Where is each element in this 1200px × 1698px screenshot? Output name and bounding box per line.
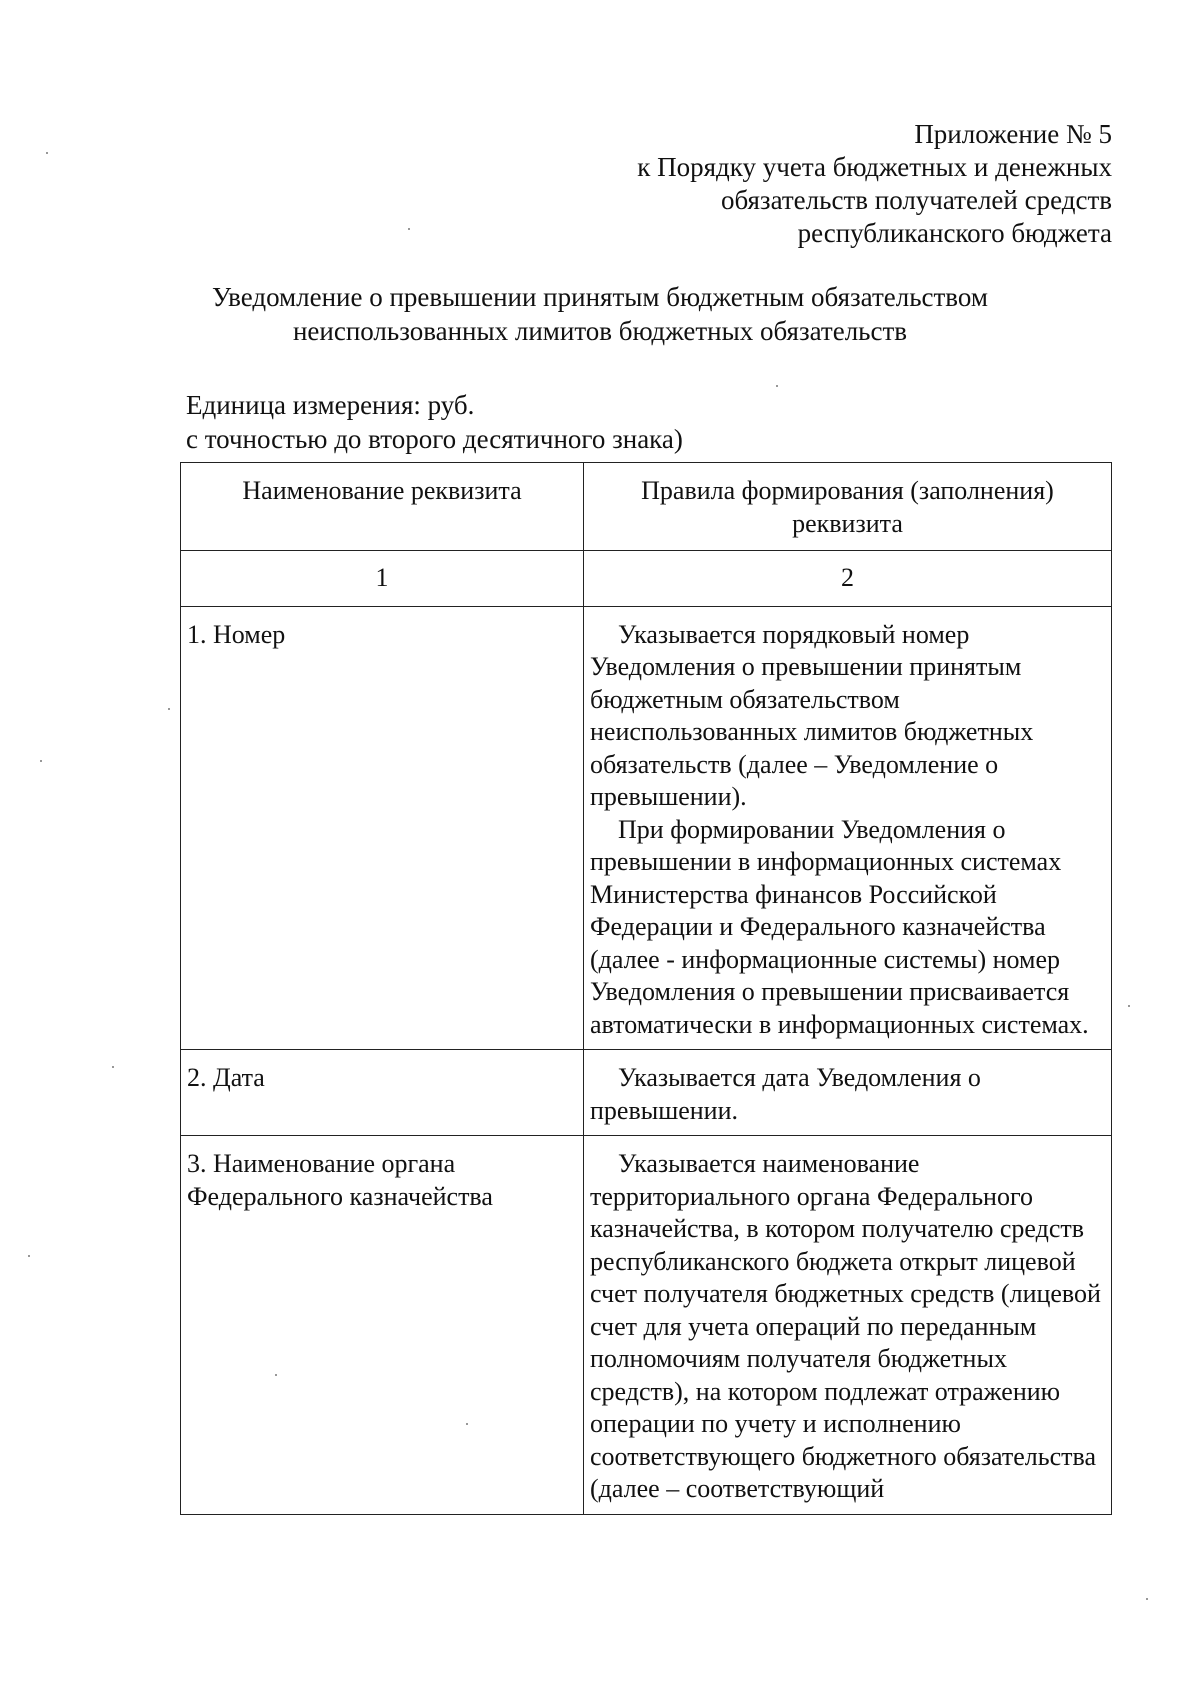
scan-speck (776, 385, 778, 387)
scan-speck (466, 1423, 468, 1425)
requisite-rule (584, 1136, 1112, 1515)
table-header-row (181, 463, 1112, 551)
requisite-name: 3. Наименование органа Федерального казначейства (181, 1136, 584, 1515)
table-row (181, 606, 1112, 1050)
column-number: 1 (181, 551, 584, 607)
scan-speck (275, 1374, 277, 1376)
scan-speck (168, 708, 170, 710)
appendix-line: республиканского бюджета (797, 218, 1112, 248)
units-note (186, 388, 683, 456)
units-line: Единица измерения: руб. (186, 390, 475, 420)
appendix-line: обязательств получателей средств (720, 185, 1112, 215)
rule-paragraph: Указывается порядковый номер Уведомления о превышении принятым бюджетным обязательством неиспользованных лимитов бюджетных обязательств (далее – Уведомление о превышении). (590, 619, 1034, 811)
scan-speck (1146, 1598, 1148, 1600)
title-line: неиспользованных лимитов бюджетных обязательств (292, 316, 908, 346)
requisite-name: 1. Номер (181, 606, 584, 1050)
scan-speck (28, 1255, 30, 1257)
title-line: Уведомление о превышении принятым бюджетным обязательством (212, 282, 988, 312)
document-title (140, 280, 1060, 348)
requisite-rule (584, 606, 1112, 1050)
scan-speck (1128, 1005, 1130, 1007)
requisite-name: 2. Дата (181, 1050, 584, 1136)
scan-speck (40, 760, 42, 762)
appendix-line: к Порядку учета бюджетных и денежных (637, 152, 1112, 182)
rule-paragraph: Указывается наименование территориального органа Федерального казначейства, в котором получателю средств республиканского бюджета открыт лицевой счет получателя бюджетных средств (лицевой счет для учета операций по переданным полномочиям получателя бюджетных средств), на котором подлежат отражению операции по учету и исполнению соответствующего бюджетного обязательства (далее – соответствующий (590, 1149, 1101, 1503)
scan-speck (408, 228, 410, 230)
appendix-line: Приложение № 5 (914, 119, 1112, 149)
column-number: 2 (584, 551, 1112, 607)
column-header: Наименование реквизита (181, 463, 584, 551)
rule-paragraph: При формировании Уведомления о превышении в информационных системах Министерства финансов Российской Федерации и Федерального казначейства (далее - информационные системы) номер Уведомления о превышении присваивается автоматически в информационных системах. (590, 814, 1089, 1039)
column-number-row (181, 551, 1112, 607)
scan-speck (46, 152, 48, 154)
scan-speck (112, 1066, 114, 1068)
column-header: Правила формирования (заполнения) реквизита (584, 463, 1112, 551)
units-line: с точностью до второго десятичного знака) (186, 424, 683, 454)
requisites-table (180, 462, 1112, 1515)
appendix-reference (412, 118, 1112, 250)
table-row (181, 1136, 1112, 1515)
rule-paragraph: Указывается дата Уведомления о превышении. (590, 1063, 981, 1125)
requisite-rule (584, 1050, 1112, 1136)
table-row (181, 1050, 1112, 1136)
